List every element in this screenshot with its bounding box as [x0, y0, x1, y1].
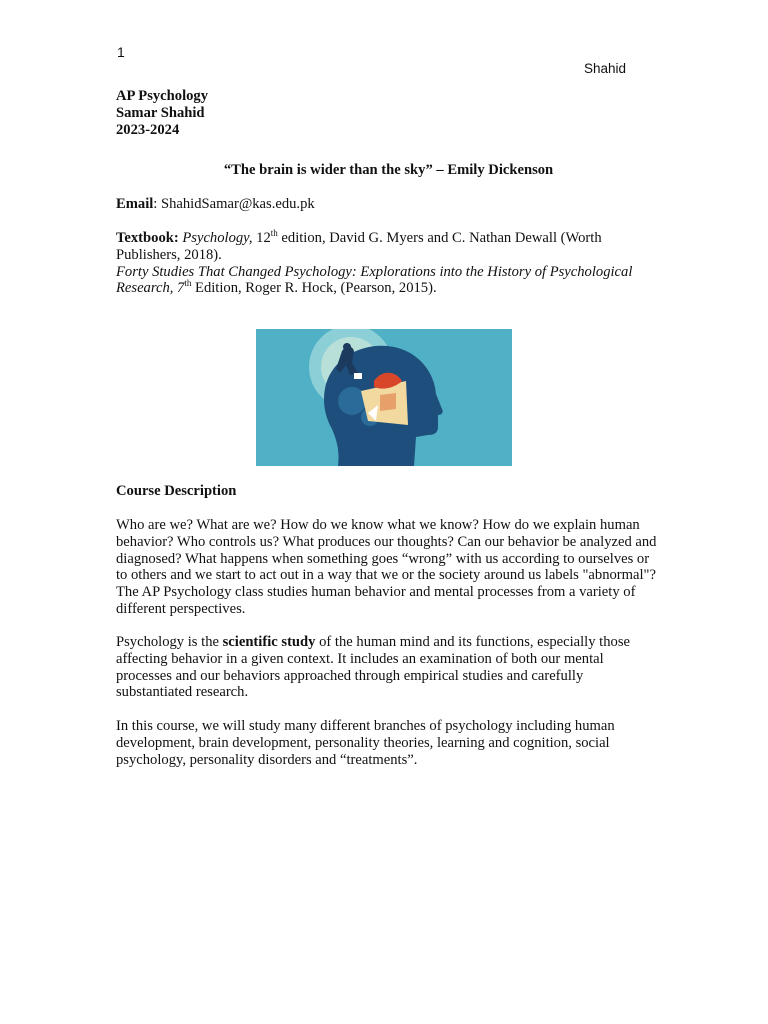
teacher-name: Samar Shahid — [116, 104, 205, 121]
email-line — [116, 196, 661, 213]
email-value[interactable]: : ShahidSamar@kas.edu.pk — [153, 196, 315, 212]
running-header-name: Shahid — [584, 61, 627, 76]
book2-title: Forty Studies That Changed Psychology: Explorations into the History of Psychological Research, 7 — [116, 263, 633, 297]
book2-edition-suffix: th — [184, 278, 192, 289]
textbook-info — [116, 230, 661, 297]
book2-details: Edition, Roger R. Hock, (Pearson, 2015). — [191, 280, 437, 297]
textbook-secondary — [116, 264, 661, 298]
course-description-heading: Course Description — [116, 483, 237, 499]
course-info — [116, 88, 661, 138]
book1-details: edition, David G. Myers and C. Nathan Dewall (Worth Publishers, 2018). — [116, 230, 602, 263]
course-title: AP Psychology — [116, 88, 209, 104]
head-illustration — [256, 329, 512, 466]
head-with-open-mind-icon — [256, 329, 512, 466]
course-description-para-1: Who are we? What are we? How do we know what we know? How do we explain human behavior? Who controls us? What produces our thoughts? Can our behavior be analyzed and diagnosed? What happens when something goes “wrong” with us according to ourselves or to others and we start to act out in a way that we or the society around us labels "abnormal"? The AP Psychology class studies human behavior and mental processes from a variety of different perspectives. — [116, 517, 657, 617]
para2-rest: of the human mind and its functions, especially those affecting behavior in a given context. It includes an examination of both our mental processes and our behaviors approached through empirical studies and carefully substantiated research. — [116, 634, 630, 701]
course-description-para-3: In this course, we will study many different branches of psychology including human development, brain development, personality theories, learning and cognition, social psychology, personality disorders and “treatments”. — [116, 718, 615, 768]
course-description-para-2 — [116, 634, 661, 701]
email-label: Email — [116, 196, 154, 212]
quote: “The brain is wider than the sky” – Emily Dickenson — [223, 162, 554, 178]
textbook-primary — [116, 230, 661, 264]
book1-title: Psychology, — [182, 230, 253, 246]
textbook-label: Textbook: — [116, 230, 179, 246]
page-number: 1 — [117, 44, 125, 60]
book1-edition-number: 12 — [252, 230, 271, 246]
school-year: 2023-2024 — [116, 121, 180, 138]
para2-emphasis: scientific study — [222, 634, 316, 650]
para2-start: Psychology is the — [116, 634, 223, 650]
book1-edition-suffix: th — [270, 228, 278, 239]
